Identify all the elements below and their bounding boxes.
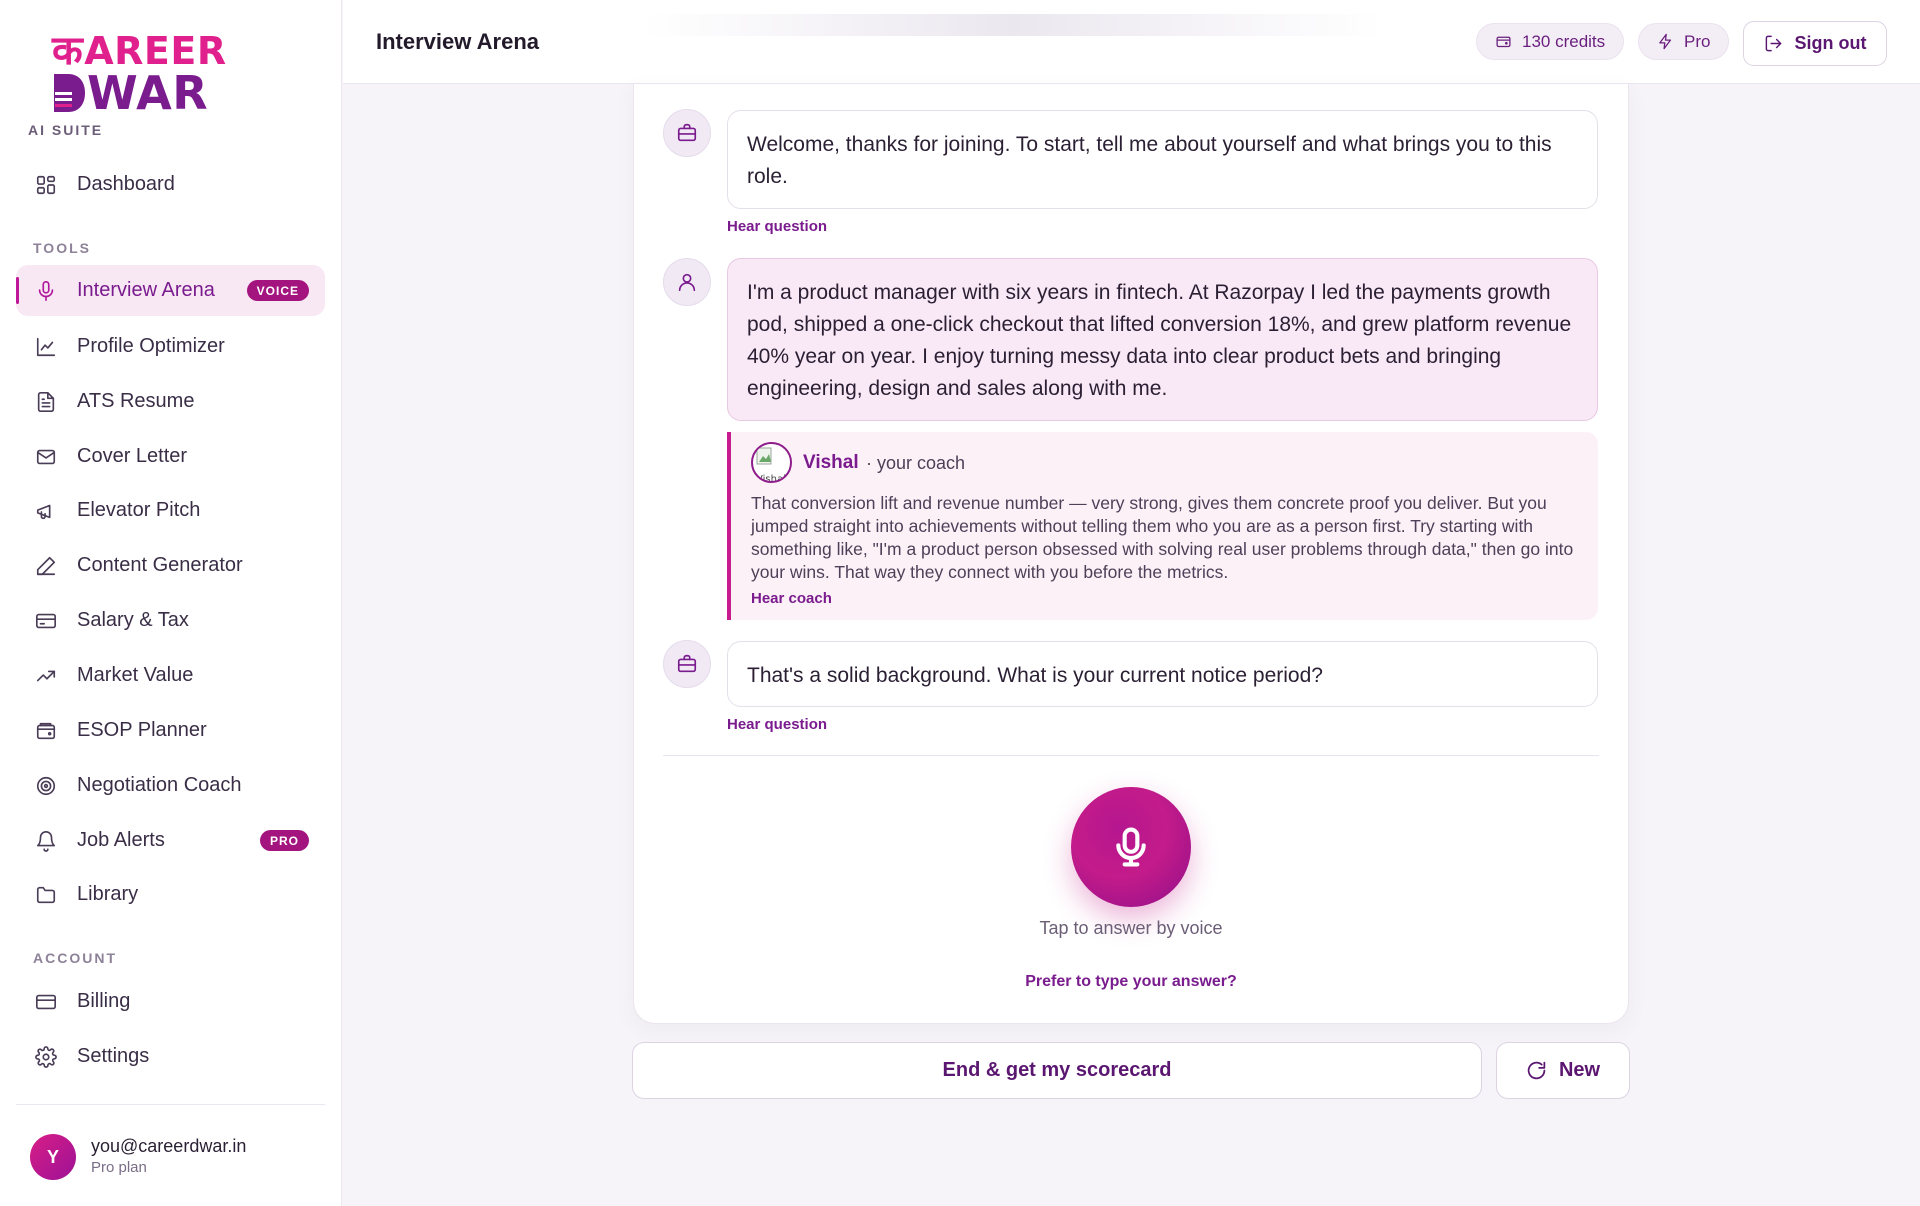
- interviewer-message: That's a solid background. What is your current notice period?: [727, 641, 1598, 707]
- new-label: New: [1558, 1059, 1601, 1081]
- plan-label: Pro: [1684, 31, 1711, 51]
- refresh-icon: [1526, 1060, 1547, 1081]
- sidebar-item-label: Market Value: [77, 664, 194, 686]
- sidebar-item-market-value[interactable]: [16, 650, 325, 701]
- user-answer-message: I'm a product manager with six years in fintech. At Razorpay I led the payments growth pod, shipped a one-click checkout that lifted conversion 18%, and grew platform revenue 40% year on year. I enjoy turning messy data into clear product bets and bringing engineering, design and sales along with me.: [727, 258, 1598, 421]
- sidebar-item-negotiation-coach[interactable]: [16, 760, 325, 811]
- sidebar-item-label: Cover Letter: [77, 445, 188, 467]
- sidebar-item-label: Interview Arena: [77, 279, 215, 301]
- card-icon: [34, 609, 58, 633]
- sidebar-item-profile-optimizer[interactable]: [16, 321, 325, 372]
- user-plan: Pro plan: [91, 1159, 147, 1176]
- chart-line-icon: [34, 335, 58, 359]
- top-bar: [343, 0, 1920, 84]
- mic-icon: [34, 279, 58, 303]
- plan-pill[interactable]: [1638, 23, 1729, 60]
- credits-pill[interactable]: [1476, 23, 1624, 60]
- ai-suite-label: AI SUITE: [28, 122, 104, 138]
- megaphone-icon: [34, 499, 58, 523]
- coach-feedback: [727, 432, 1598, 620]
- coach-name: Vishal: [803, 452, 859, 473]
- mail-icon: [34, 445, 58, 469]
- blurred-banner: [643, 14, 1383, 36]
- logo-line-1: [52, 28, 227, 74]
- sidebar-item-label: Negotiation Coach: [77, 774, 242, 796]
- sidebar-item-label: Settings: [77, 1045, 150, 1067]
- grid-icon: [34, 173, 58, 197]
- bell-icon: [34, 829, 58, 853]
- sidebar-item-label: Billing: [77, 990, 131, 1012]
- logout-icon: [1764, 34, 1783, 53]
- sidebar-item-elevator-pitch[interactable]: [16, 485, 325, 536]
- sidebar: [0, 0, 342, 1206]
- wallet-icon: [1495, 33, 1512, 50]
- user-email: you@careerdwar.in: [91, 1136, 247, 1156]
- sidebar-item-label: Content Generator: [77, 554, 243, 576]
- sidebar-item-label: Dashboard: [77, 173, 175, 195]
- sidebar-item-content-generator[interactable]: [16, 540, 325, 591]
- composer-divider: [663, 755, 1599, 756]
- sidebar-item-label: Job Alerts: [77, 829, 165, 851]
- target-icon: [34, 774, 58, 798]
- interviewer-avatar: [663, 640, 711, 688]
- account-section-label: ACCOUNT: [33, 950, 117, 966]
- user-avatar: [663, 258, 711, 306]
- type-answer-link[interactable]: Prefer to type your answer?: [1025, 973, 1237, 990]
- sidebar-item-dashboard[interactable]: [16, 159, 325, 210]
- sidebar-divider: [16, 1104, 325, 1105]
- sidebar-item-label: Salary & Tax: [77, 609, 189, 631]
- new-interview-button[interactable]: [1496, 1042, 1630, 1099]
- tools-section-label: TOOLS: [33, 240, 91, 256]
- briefcase-icon: [676, 653, 698, 675]
- end-scorecard-label: End & get my scorecard: [942, 1059, 1172, 1081]
- sidebar-item-label: ATS Resume: [77, 390, 195, 412]
- avatar[interactable]: Y: [30, 1134, 76, 1180]
- coach-avatar-alt-text: Vishal: [756, 474, 786, 483]
- sidebar-item-ats-resume[interactable]: [16, 376, 325, 427]
- user-icon: [676, 271, 698, 293]
- sidebar-item-label: Library: [77, 883, 139, 905]
- careerdwar-logo[interactable]: [52, 28, 227, 120]
- lightning-icon: [1657, 33, 1674, 50]
- interviewer-message: Welcome, thanks for joining. To start, tell me about yourself and what brings you to this role.: [727, 110, 1598, 209]
- sidebar-item-settings[interactable]: [16, 1031, 325, 1082]
- coach-role: · your coach: [866, 453, 966, 473]
- voice-badge: VOICE: [247, 280, 309, 301]
- hear-question-link[interactable]: Hear question: [727, 218, 828, 235]
- logo-text-war: WAR: [87, 66, 209, 120]
- sidebar-item-esop-planner[interactable]: [16, 705, 325, 756]
- sidebar-item-label: Elevator Pitch: [77, 499, 201, 521]
- sidebar-item-cover-letter[interactable]: [16, 431, 325, 482]
- sidebar-item-salary-tax[interactable]: [16, 595, 325, 646]
- logo-devanagari-ka: क: [52, 28, 84, 74]
- coach-feedback-text: That conversion lift and revenue number — very strong, gives them concrete proof you deliver. But you jumped straight into achievements without telling them who you are as a person first. Try starting with something like, "I'm a product person obsessed with solving real user problems through data," then go into your wins. That way they connect with you before the metrics.: [751, 493, 1574, 582]
- logo-d-mark-icon: [52, 72, 86, 114]
- coach-avatar: [751, 442, 792, 483]
- credits-label: 130 credits: [1522, 31, 1606, 51]
- hear-question-link[interactable]: Hear question: [727, 716, 828, 733]
- end-scorecard-button[interactable]: [632, 1042, 1482, 1099]
- sidebar-item-interview-arena[interactable]: [16, 265, 325, 316]
- document-icon: [34, 390, 58, 414]
- tap-to-answer-label: Tap to answer by voice: [1039, 918, 1223, 938]
- sidebar-item-billing[interactable]: [16, 976, 325, 1027]
- mic-icon: [1112, 826, 1150, 868]
- sidebar-item-label: ESOP Planner: [77, 719, 207, 741]
- pen-icon: [34, 554, 58, 578]
- logo-text-areer: AREER: [84, 29, 227, 73]
- credit-card-icon: [34, 990, 58, 1014]
- sidebar-item-label: Profile Optimizer: [77, 335, 225, 357]
- sidebar-item-job-alerts[interactable]: [16, 815, 325, 866]
- sign-out-label: Sign out: [1794, 33, 1867, 53]
- hear-coach-link[interactable]: Hear coach: [751, 590, 832, 607]
- logo-line-2: [52, 66, 217, 120]
- sidebar-item-library[interactable]: [16, 869, 325, 920]
- wallet-icon: [34, 719, 58, 743]
- pro-badge: PRO: [260, 830, 309, 851]
- voice-answer-button[interactable]: [1071, 787, 1191, 907]
- sign-out-button[interactable]: [1743, 21, 1887, 66]
- interviewer-avatar: [663, 109, 711, 157]
- trending-up-icon: [34, 664, 58, 688]
- folder-icon: [34, 883, 58, 907]
- briefcase-icon: [676, 122, 698, 144]
- gear-icon: [34, 1045, 58, 1069]
- page-title: Interview Arena: [376, 29, 540, 54]
